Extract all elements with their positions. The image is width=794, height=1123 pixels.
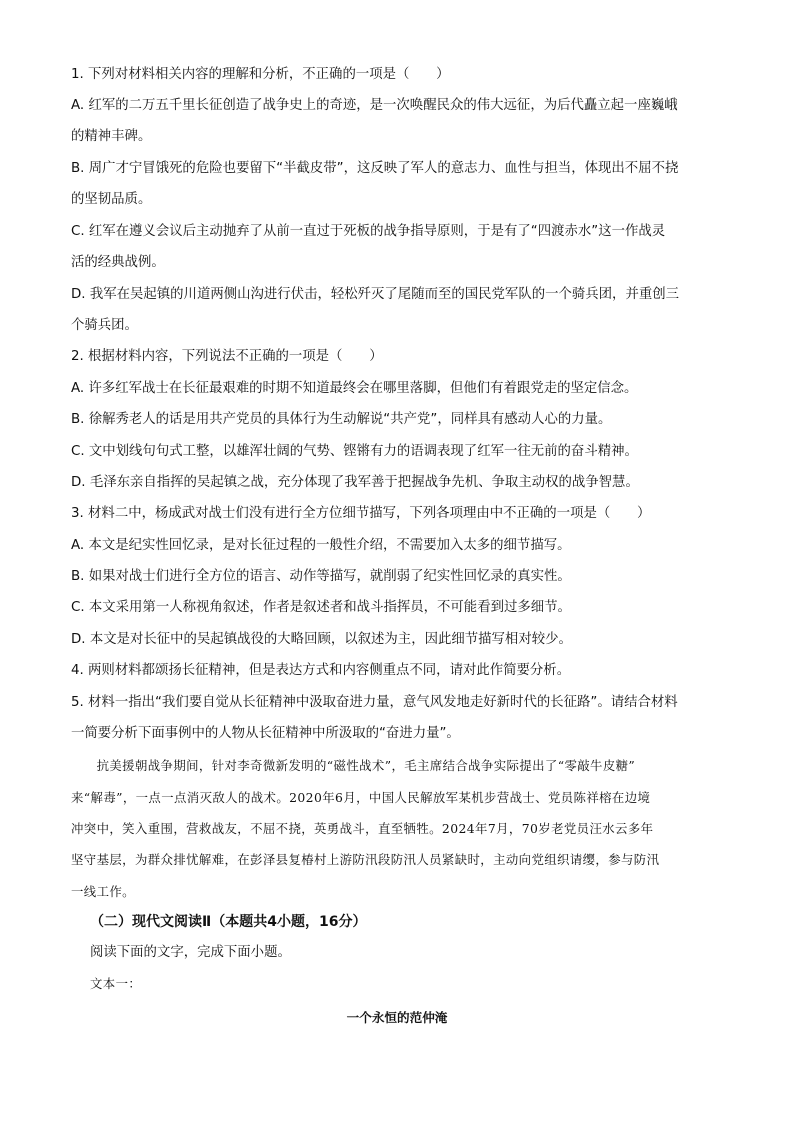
q1-option-b-cont: 的坚韧品质。 <box>71 192 152 207</box>
q3-option-c: C. 本文采用第一人称视角叙述，作者是叙述者和战斗指挥员，不可能看到过多细节。 <box>71 600 571 615</box>
q3-option-d: D. 本文是对长征中的吴起镇战役的大略回顾，以叙述为主，因此细节描写相对较少。 <box>71 632 572 647</box>
q1-option-d: D. 我军在吴起镇的川道两侧山沟进行伏击，轻松歼灭了尾随而至的国民党军队的一个骑兵团，并重创三 <box>71 287 680 302</box>
q3-option-a: A. 本文是纪实性回忆录，是对长征过程的一般性介绍，不需要加入太多的细节描写。 <box>71 538 571 553</box>
q3-option-b: B. 如果对战士们进行全方位的语言、动作等描写，就削弱了纪实性回忆录的真实性。 <box>71 569 571 584</box>
q1-option-d-cont: 个骑兵团。 <box>71 318 138 333</box>
article-title: 一个永恒的范仲淹 <box>346 1010 448 1025</box>
q1-option-c: C. 红军在遵义会议后主动抛弃了从前一直过于死板的战争指导原则，于是有了“四渡赤水”这一作战灵 <box>71 224 666 239</box>
text-label: 文本一： <box>90 976 142 991</box>
q5-passage-line: 坚守基层，为群众排忧解难，在彭泽县复椿村上游防汛段防汛人员紧缺时，主动向党组织请缨，参与防汛 <box>71 852 660 867</box>
q2-option-a: A. 许多红军战士在长征最艰难的时期不知道最终会在哪里落脚，但他们有着跟党走的坚定信念。 <box>71 381 638 396</box>
q5-passage-line: 来“解毒”，一点一点消灭敌人的战术。2020年6月，中国人民解放军某机步营战士、党员陈祥榕在边境 <box>71 790 651 805</box>
q1-option-a-cont: 的精神丰碑。 <box>71 129 152 144</box>
q2-stem: 2. 根据材料内容，下列说法不正确的一项是（ ） <box>71 349 383 364</box>
q1-stem: 1. 下列对材料相关内容的理解和分析，不正确的一项是（ ） <box>71 67 450 82</box>
q2-option-d: D. 毛泽东亲自指挥的吴起镇之战，充分体现了我军善于把握战争先机、争取主动权的战争智慧。 <box>71 475 639 490</box>
q5-stem: 5. 材料一指出“我们要自觉从长征精神中汲取奋进力量，意气风发地走好新时代的长征路”。请结合材料 <box>71 695 678 710</box>
q1-option-a: A. 红军的二万五千里长征创造了战争史上的奇迹，是一次唤醒民众的伟大远征，为后代矗立起一座巍峨 <box>71 98 678 113</box>
q5-stem-cont: 一简要分析下面事例中的人物从长征精神中所汲取的“奋进力量”。 <box>71 726 460 741</box>
q1-option-b: B. 周广才宁冒饿死的危险也要留下“半截皮带”，这反映了军人的意志力、血性与担当，体现出不屈不挠 <box>71 161 679 176</box>
q5-passage-line: 一线工作。 <box>71 884 135 899</box>
q4-stem: 4. 两则材料都颂扬长征精神，但是表达方式和内容侧重点不同，请对此作简要分析。 <box>71 663 571 678</box>
q5-passage-line: 冲突中，笑入重围，营救战友，不屈不挠，英勇战斗，直至牺牲。2024年7月，70岁老党员汪水云多年 <box>71 821 654 836</box>
q2-option-c: C. 文中划线句句式工整，以雄浑壮阔的气势、铿锵有力的语调表现了红军一往无前的奋斗精神。 <box>71 444 638 459</box>
section-heading: （二）现代文阅读Ⅱ（本题共4小题，16分） <box>90 914 367 930</box>
section-instruction: 阅读下面的文字，完成下面小题。 <box>90 945 291 960</box>
q5-passage-line: 抗美援朝战争期间，针对李奇微新发明的“磁性战术”，毛主席结合战争实际提出了“零敲牛皮糖” <box>71 758 636 773</box>
q1-option-c-cont: 活的经典战例。 <box>71 255 165 270</box>
q3-stem: 3. 材料二中，杨成武对战士们没有进行全方位细节描写，下列各项理由中不正确的一项是（ ） <box>71 506 651 521</box>
q2-option-b: B. 徐解秀老人的话是用共产党员的具体行为生动解说“共产党”，同样具有感动人心的力量。 <box>71 412 612 427</box>
